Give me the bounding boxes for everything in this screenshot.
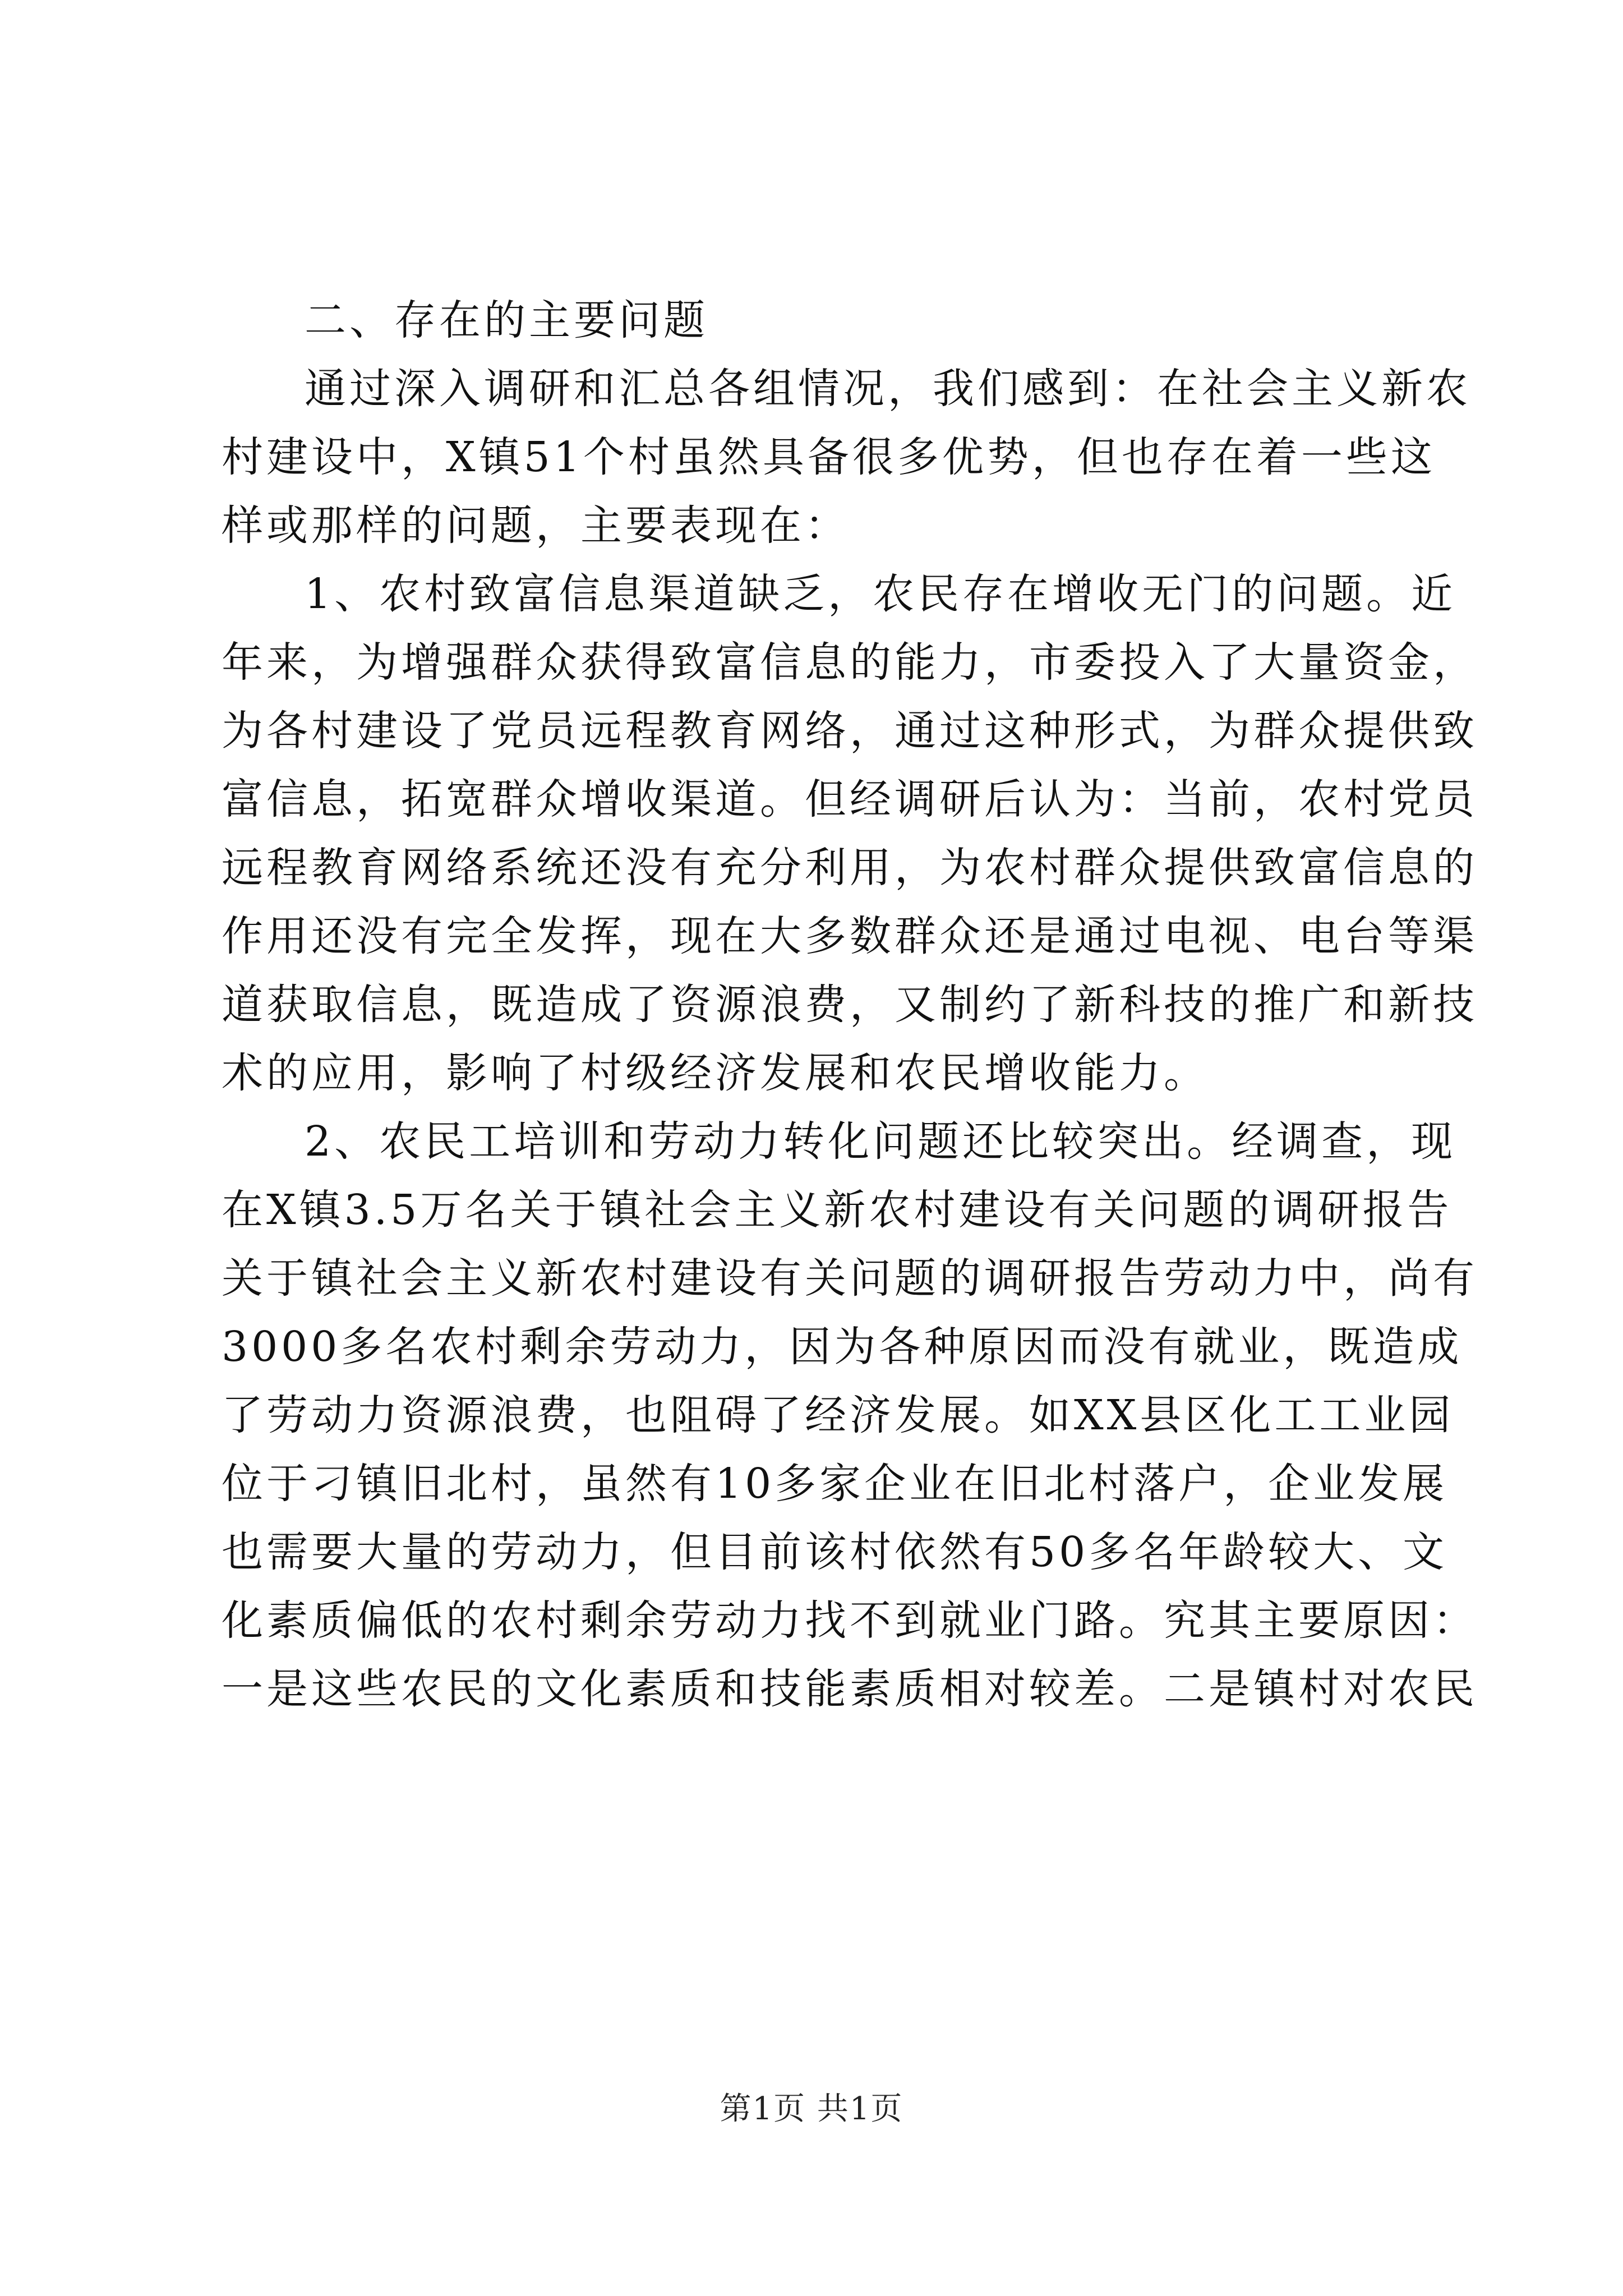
text-line: 富信息，拓宽群众增收渠道。但经调研后认为：当前，农村党员 bbox=[222, 775, 1478, 823]
text-line: 作用还没有完全发挥，现在大多数群众还是通过电视、电台等渠 bbox=[222, 912, 1478, 960]
text-line: 通过深入调研和汇总各组情况，我们感到：在社会主义新农 bbox=[305, 365, 1471, 413]
text-line: 为各村建设了党员远程教育网络，通过这种形式，为群众提供致 bbox=[222, 707, 1478, 755]
text-line: 3000多名农村剩余劳动力，因为各种原因而没有就业，既造成 bbox=[222, 1323, 1463, 1371]
text-line: 1、农村致富信息渠道缺乏，农民存在增收无门的问题。近 bbox=[305, 570, 1456, 618]
text-line: 关于镇社会主义新农村建设有关问题的调研报告劳动力中，尚有 bbox=[222, 1254, 1478, 1303]
document-body bbox=[222, 286, 1478, 1723]
text-line: 二、存在的主要问题 bbox=[305, 296, 708, 344]
text-line: 样或那样的问题，主要表现在： bbox=[222, 501, 850, 550]
text-line: 化素质偏低的农村剩余劳动力找不到就业门路。究其主要原因： bbox=[222, 1596, 1478, 1645]
text-line: 年来，为增强群众获得致富信息的能力，市委投入了大量资金， bbox=[222, 638, 1478, 687]
text-line: 术的应用，影响了村级经济发展和农民增收能力。 bbox=[222, 1049, 1209, 1097]
text-line: 一是这些农民的文化素质和技能素质相对较差。二是镇村对农民 bbox=[222, 1665, 1478, 1713]
text-line: 在X镇3.5万名关于镇社会主义新农村建设有关问题的调研报告 bbox=[222, 1186, 1453, 1234]
page-footer: 第1页 共1页 bbox=[720, 2091, 903, 2127]
text-line: 位于刁镇旧北村，虽然有10多家企业在旧北村落户，企业发展 bbox=[222, 1460, 1448, 1508]
text-line: 2、农民工培训和劳动力转化问题还比较突出。经调查，现 bbox=[305, 1117, 1456, 1166]
text-line: 也需要大量的劳动力，但目前该村依然有50多名年龄较大、文 bbox=[222, 1528, 1448, 1576]
text-line: 远程教育网络系统还没有充分利用，为农村群众提供致富信息的 bbox=[222, 844, 1478, 892]
text-line: 道获取信息，既造成了资源浪费，又制约了新科技的推广和新技 bbox=[222, 981, 1478, 1029]
text-line: 村建设中，X镇51个村虽然具备很多优势，但也存在着一些这 bbox=[222, 433, 1436, 481]
text-line: 了劳动力资源浪费，也阻碍了经济发展。如XX县区化工工业园 bbox=[222, 1391, 1454, 1439]
